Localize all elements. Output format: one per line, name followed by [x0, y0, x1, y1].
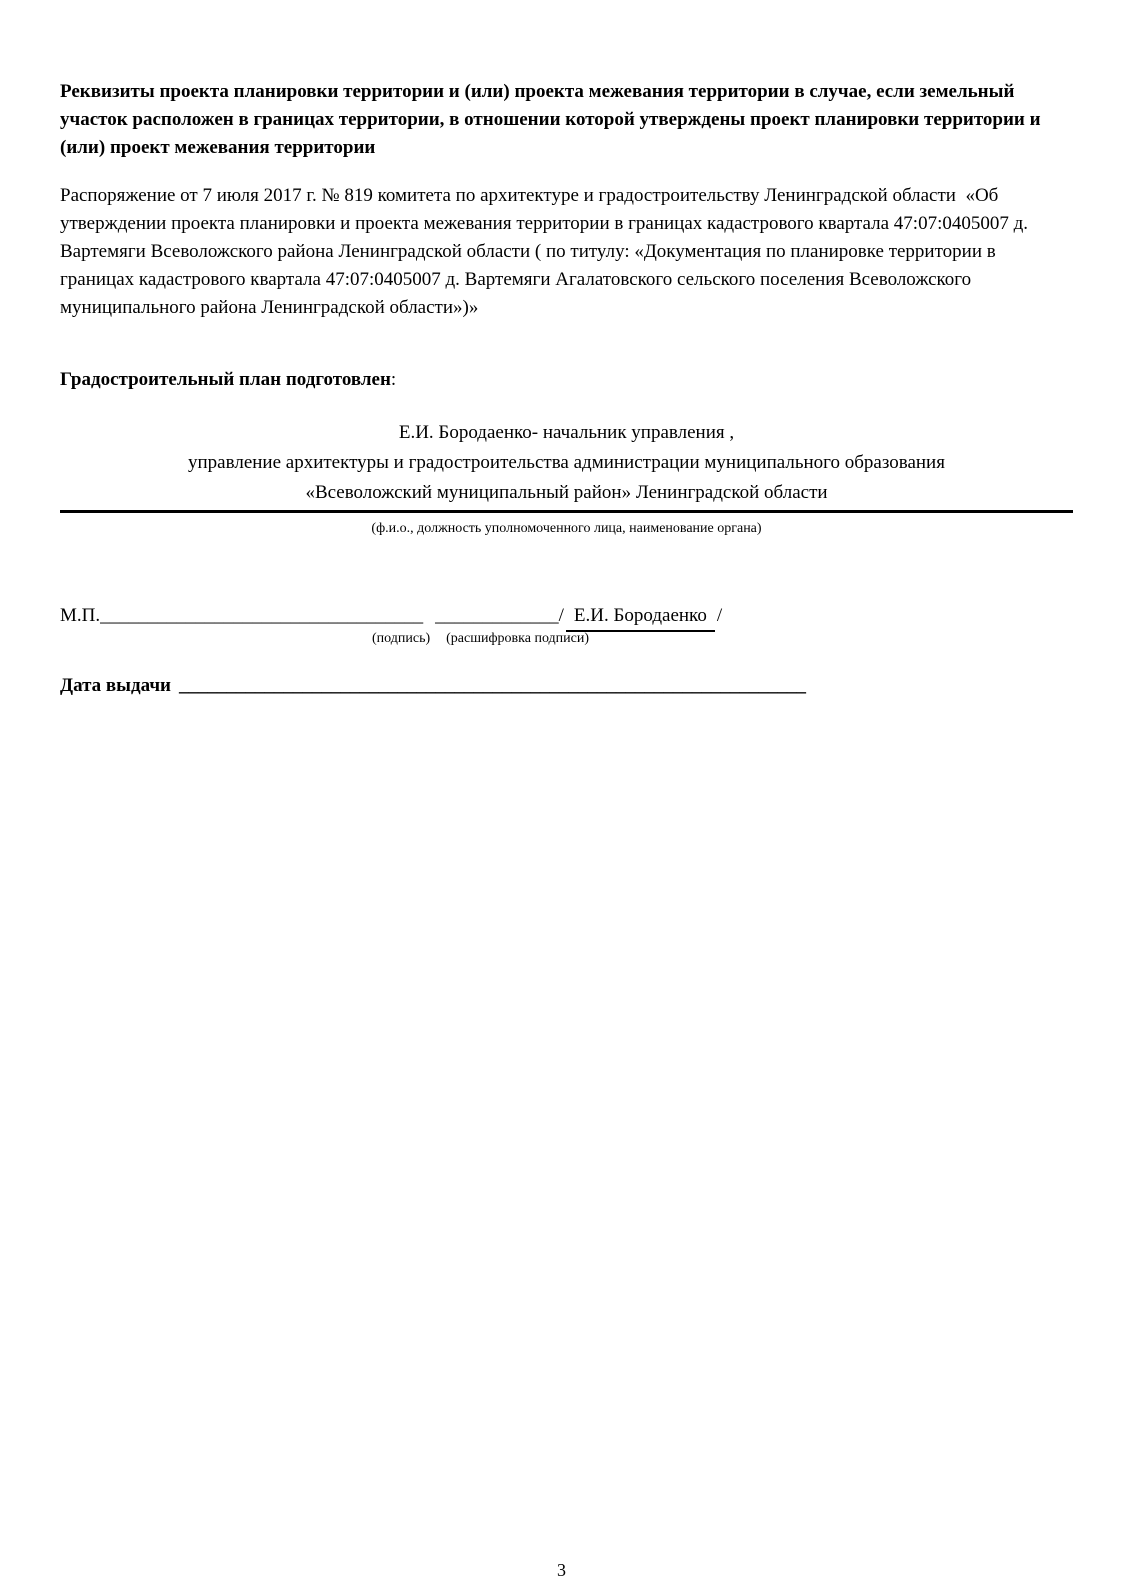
section-heading: Реквизиты проекта планировки территории и (или) проекта межевания территории в случае, если земельный участок расположен в границах территории, в отношении которой утверждены проект планировки территории и (или) проект межевания территории [60, 81, 1041, 158]
slash-close: / [716, 605, 723, 626]
issue-date-row [60, 672, 1073, 700]
issue-date-blank-line: __________________________________________________________________ [179, 675, 807, 696]
transcript-caption: (расшифровка подписи) [446, 631, 590, 646]
fio-position-caption: (ф.и.о., должность уполномоченного лица, наименование органа) [371, 521, 762, 536]
prepared-by-line-1: Е.И. Бородаенко- начальник управления , [398, 422, 735, 443]
prepared-by-label-text: Градостроительный план подготовлен [60, 369, 391, 390]
order-paragraph: Распоряжение от 7 июля 2017 г. № 819 комитета по архитектуре и градостроительству Ленинградской области «Об утверждении проекта планировки и проекта межевания территории в границах кадастрового квартала 47:07:0405007 д. Вартемяги Всеволожского района Ленинградской области ( по титулу: «Документация по планировке территории в границах кадастрового квартала 47:07:0405007 д. Вартемяги Агалатовского сельского поселения Всеволожского муниципального района Ленинградской области»)» [60, 185, 1033, 318]
prepared-by-block [60, 418, 1073, 513]
signature-blank-line: _____________ [435, 605, 559, 626]
prepared-by-label [60, 366, 1073, 394]
stamp-blank-line: __________________________________ [100, 605, 424, 626]
signature-caption: (подпись) [372, 631, 431, 646]
prepared-by-label-colon: : [390, 369, 397, 390]
signature-name: Е.И. Бородаенко [566, 602, 715, 632]
page-number: 3 [557, 1560, 566, 1580]
signature-captions [60, 630, 1073, 648]
issue-date-label: Дата выдачи [60, 675, 172, 696]
prepared-by-line-3: «Всеволожский муниципальный район» Ленинградской области [305, 482, 828, 503]
stamp-place-label: М.П. [60, 605, 101, 626]
signature-row [60, 602, 1073, 632]
prepared-by-line-2: управление архитектуры и градостроительства администрации муниципального образования [188, 452, 945, 473]
slash-open: / [558, 605, 564, 626]
